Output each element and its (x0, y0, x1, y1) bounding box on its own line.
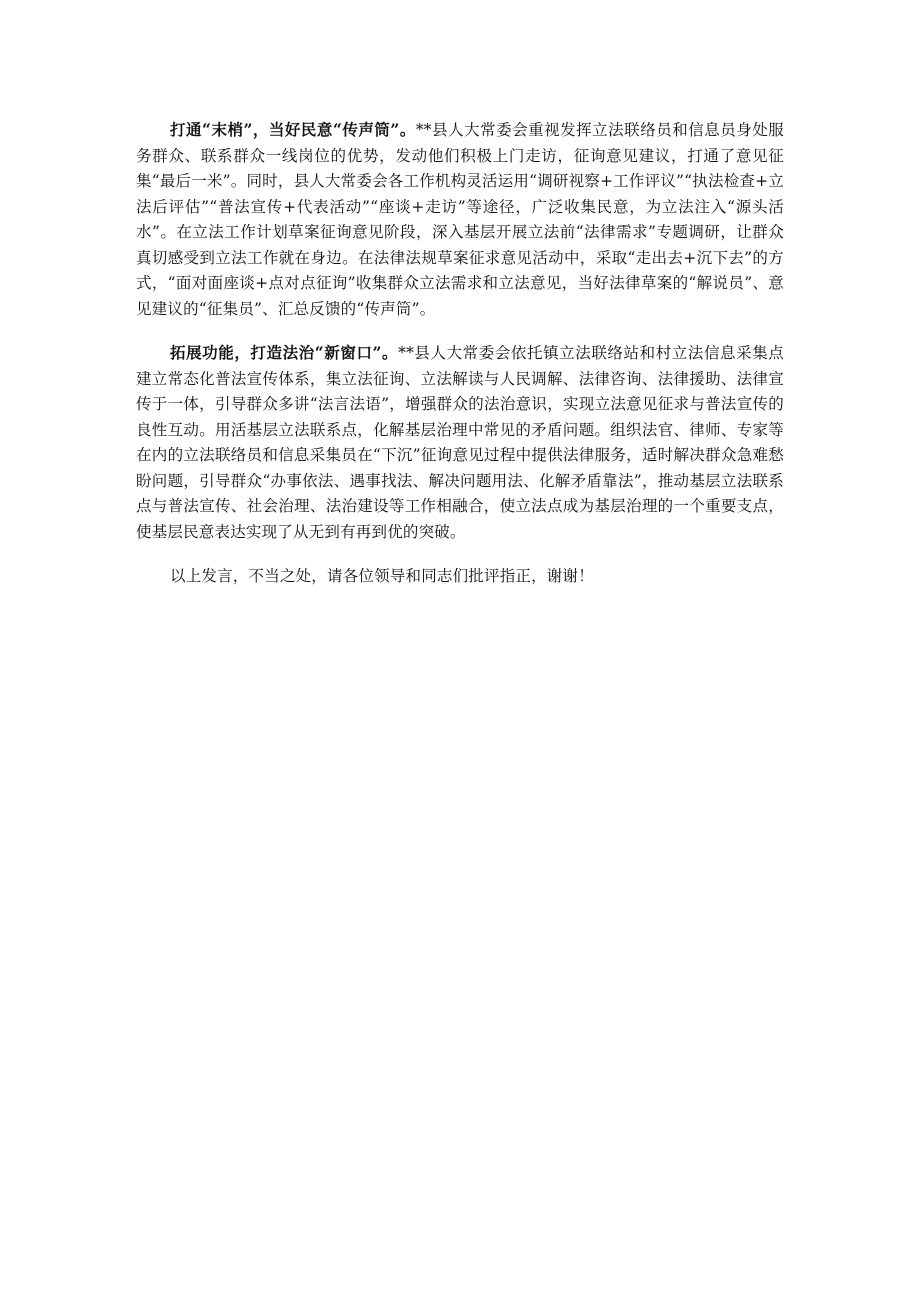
paragraph-text: 以上发言，不当之处，请各位领导和同志们批评指正，谢谢！ (170, 567, 594, 585)
paragraph-text: **县人大常委会重视发挥立法联络员和信息员身处服务群众、联系群众一线岗位的优势，发动他们积极上门走访，征询意见建议，打通了意见征集“最后一米”。同时，县人大常委会各工作机构灵活运用“调研视察+工作评议”“执法检查+立法后评估”“普法宣传+代表活动”“座谈+走访”等途径，广泛收集民意，为立法注入“源头活水”。在立法工作计划草案征询意见阶段，深入基层开展立法前“法律需求”专题调研，让群众真切感受到立法工作就在身边。在法律法规草案征求意见活动中，采取“走出去+沉下去”的方式，“面对面座谈+点对点征询”收集群众立法需求和立法意见，当好法律草案的“解说员”、意见建议的“征集员”、汇总反馈的“传声筒”。 (136, 121, 784, 318)
document-body (136, 117, 784, 608)
paragraph-heading: 打通“末梢”，当好民意“传声筒”。 (170, 120, 416, 139)
paragraph-text: **县人大常委会依托镇立法联络站和村立法信息采集点建立常态化普法宣传体系，集立法征询、立法解读与人民调解、法律咨询、法律援助、法律宣传于一体，引导群众多讲“法言法语”，增强群众的法治意识，实现立法意见征求与普法宣传的良性互动。用活基层立法联系点，化解基层治理中常见的矛盾问题。组织法官、律师、专家等在内的立法联络员和信息采集员在“下沉”征询意见过程中提供法律服务，适时解决群众急难愁盼问题，引导群众“办事依法、遇事找法、解决问题用法、化解矛盾靠法”，推动基层立法联系点与普法宣传、社会治理、法治建设等工作相融合，使立法点成为基层治理的一个重要支点，使基层民意表达实现了从无到有再到优的突破。 (136, 344, 784, 541)
paragraph-extend-reach (136, 117, 784, 322)
paragraph-closing (136, 563, 784, 590)
paragraph-heading: 拓展功能，打造法治“新窗口”。 (170, 343, 399, 362)
paragraph-expand-function (136, 340, 784, 545)
